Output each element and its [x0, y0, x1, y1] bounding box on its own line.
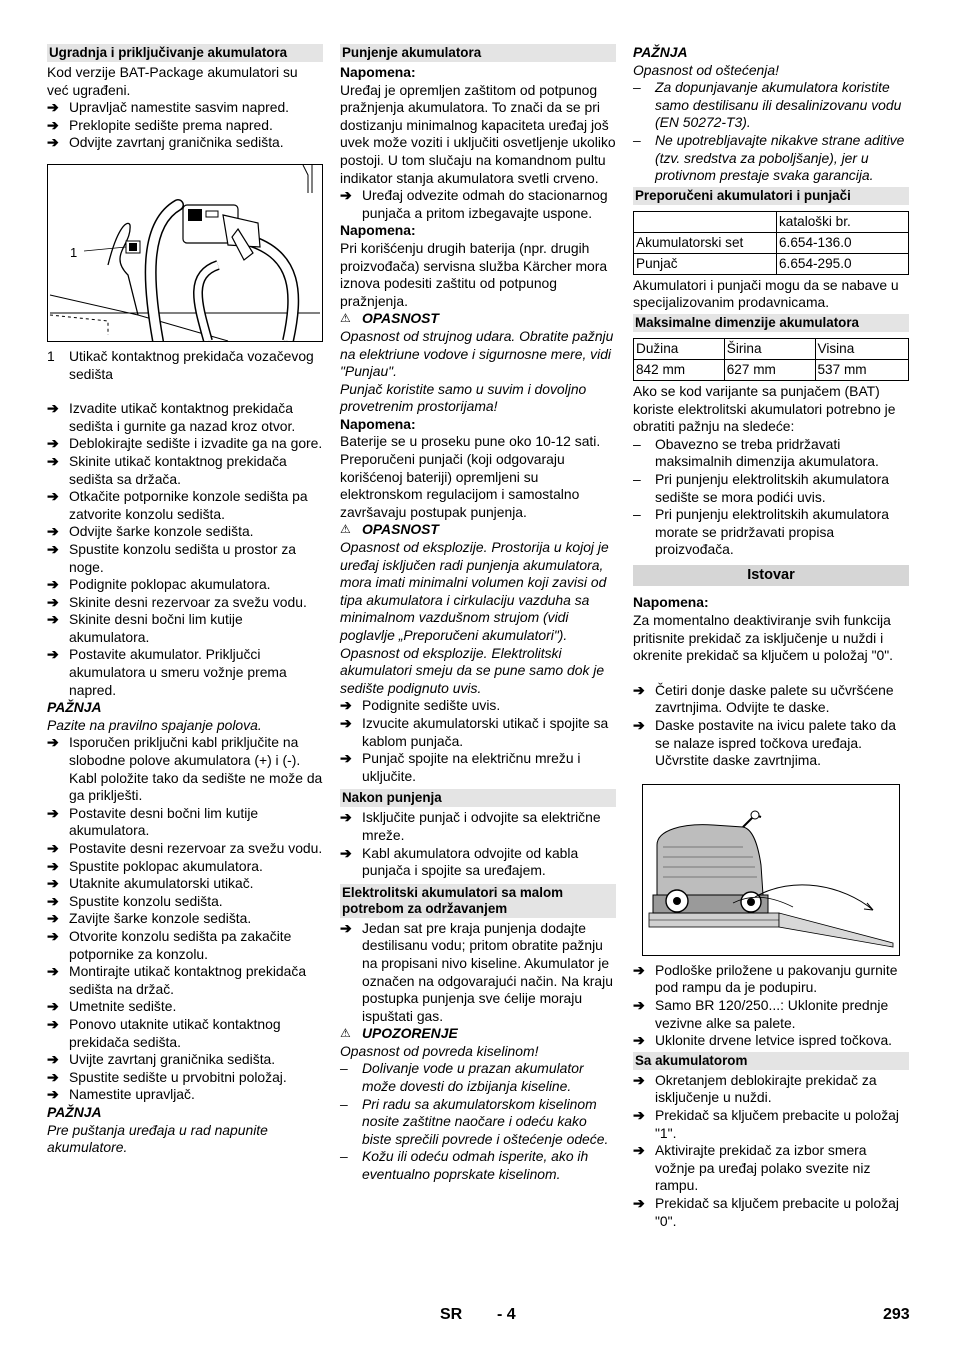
danger-header — [340, 310, 616, 328]
arrow-icon: ➔ — [633, 997, 645, 1013]
table-row — [634, 232, 909, 253]
seat-switch-figure — [47, 164, 323, 342]
arrow-icon: ➔ — [47, 998, 59, 1015]
caution-text: Pazite na pravilno spajanje polova. — [47, 716, 262, 733]
caution-title: PAŽNJA — [47, 699, 102, 716]
step-text: Uklonite drvene letvice ispred točkova. — [655, 1032, 893, 1049]
step-item — [340, 715, 616, 750]
step-item — [47, 611, 323, 646]
column-3 — [633, 44, 909, 1230]
section-heading-after-charging: Nakon punjenja — [340, 789, 616, 807]
note-label: Napomena: — [340, 64, 416, 80]
arrow-icon: ➔ — [47, 116, 59, 133]
step-list — [340, 809, 616, 879]
paragraph: Ako se kod varijante sa punjačem (BAT) koriste elektrolitski akumulatori potrebno je obratiti pažnju na sledeće: — [633, 382, 896, 435]
arrow-icon: ➔ — [47, 99, 59, 116]
step-item — [633, 1032, 909, 1050]
step-item — [47, 435, 323, 453]
dash-item — [633, 471, 909, 506]
step-text: Postavite desni bočni lim kutije akumulatora. — [69, 804, 259, 839]
caution-text: Pre puštanja uređaja u rad napunite akumulatore. — [47, 1121, 268, 1156]
step-item — [340, 845, 616, 880]
step-item — [633, 1107, 909, 1142]
dash-text: Kožu ili odeću odmah isperite, ako ih eventualno poprskate kiselinom. — [362, 1148, 589, 1183]
spacer — [633, 665, 909, 682]
step-text: Podloške priložene u pakovanju gurnite pod rampu da je podupiru. — [655, 961, 898, 996]
arrow-icon: ➔ — [633, 681, 645, 698]
arrow-icon: ➔ — [340, 714, 352, 731]
section-heading-charging: Punjenje akumulatora — [340, 44, 616, 62]
arrow-icon: ➔ — [47, 927, 59, 944]
dash-text: Pri punjenju elektrolitskih akumulatora sedište se mora podići uvis. — [655, 470, 889, 505]
arrow-icon: ➔ — [340, 697, 352, 714]
recommended-table — [633, 211, 909, 275]
table-cell: 6.654-295.0 — [777, 253, 909, 274]
arrow-icon: ➔ — [47, 963, 59, 980]
step-text: Skinite desni rezervoar za svežu vodu. — [69, 593, 307, 610]
table-cell: Akumulatorski set — [634, 232, 777, 253]
dash-list — [633, 436, 909, 559]
note-text: Za momentalno deaktiviranje svih funkcija pritisnite prekidač za isključenje u nuždi i okrenite prekidač sa ključem u položaj "0". — [633, 612, 894, 664]
arrow-icon: ➔ — [47, 1068, 59, 1085]
dash-marker: – — [633, 435, 641, 452]
machine-ramp-illustration — [643, 785, 899, 955]
table-cell: 842 mm — [634, 359, 725, 380]
dash-item — [633, 132, 909, 185]
dash-item — [633, 506, 909, 559]
caution-title: PAŽNJA — [633, 44, 688, 60]
danger-text: Opasnost od eksplozije. Prostorija u kojoj je uređaj isključen radi punjenja akumulatora, mora imati minimalni volumen koji zavisi od tipa akumulatora i cirkulaciju vazduha sa minimalnom vazdušnom strujom (vidi poglavlje „Preporučeni akumulatori"). Opasnost od eksplozije. Elektrolitski akumulatori smeju da se pune samo dok je sedište podignuto uvis. — [340, 539, 609, 696]
arrow-icon: ➔ — [633, 1071, 645, 1088]
dash-text: Ne upotrebljavajte nikakve strane aditive (tzv. sredstva za poboljšanje), jer u protivnom prestaje svaka garancija. — [655, 131, 905, 184]
seat-switch-illustration — [48, 165, 322, 341]
step-text: Utaknite akumulatorski utikač. — [69, 875, 254, 892]
step-item — [47, 453, 323, 488]
step-text: Uvijte zavrtanj graničnika sedišta. — [69, 1051, 276, 1068]
note-label: Napomena: — [340, 415, 416, 432]
legend-text: Utikač kontaktnog prekidača vozačevog sedišta — [69, 347, 314, 382]
section-heading-max-dimensions: Maksimalne dimenzije akumulatora — [633, 314, 909, 332]
arrow-icon: ➔ — [47, 1086, 59, 1103]
note-text: Pri korišćenju drugih baterija (npr. drugih proizvođača) servisna služba Kärcher mora iznova podesiti zaštitu od potpunog pražnjenja. — [340, 239, 608, 309]
caution-list — [633, 79, 909, 185]
ramp-figure — [642, 784, 900, 956]
step-item — [47, 1069, 323, 1087]
arrow-icon: ➔ — [47, 875, 59, 892]
dash-text: Pri radu sa akumulatorskom kiselinom nosite zaštitne naočare i odeću kako biste sprečili povrede i oštećenje odeće. — [362, 1095, 609, 1147]
warning-triangle-icon: ⚠ — [340, 1026, 351, 1041]
step-text: Namestite upravljač. — [69, 1086, 195, 1103]
column-1 — [47, 44, 323, 1157]
note-label: Napomena: — [340, 222, 416, 239]
step-item — [633, 997, 909, 1032]
step-item — [633, 682, 909, 717]
step-item — [633, 717, 909, 770]
step-text: Samo BR 120/250...: Uklonite prednje vezivne alke sa palete. — [655, 997, 889, 1031]
step-text: Skinite desni bočni lim kutije akumulatora. — [69, 611, 243, 645]
arrow-icon: ➔ — [340, 919, 352, 936]
step-item — [633, 962, 909, 997]
arrow-icon: ➔ — [47, 804, 59, 821]
arrow-icon: ➔ — [47, 734, 59, 751]
step-text: Odvijte zavrtanj graničnika sedišta. — [69, 134, 284, 151]
arrow-icon: ➔ — [47, 857, 59, 874]
step-item — [47, 963, 323, 998]
step-text: Deblokirajte sedište i izvadite ga na gore. — [69, 435, 323, 452]
step-item — [47, 523, 323, 541]
step-text: Daske postavite na ivicu palete tako da se nalaze ispred točkova uređaja. Učvrstite daske zavrtnjima. — [655, 717, 896, 769]
dash-text: Pri punjenju elektrolitskih akumulatora morate se pridržavati propisa proizvođača. — [655, 506, 889, 558]
footer-local-page: - 4 — [497, 1306, 516, 1323]
step-text: Isporučen priključni kabl priključite na slobodne polove akumulatora (+) i (-). Kabl položite tako da sedište ne može da ga priklješti. — [69, 734, 323, 804]
step-text: Skinite utikač kontaktnog prekidača sedišta sa držača. — [69, 452, 287, 487]
section-heading-recommended: Preporučeni akumulatori i punjači — [633, 187, 909, 205]
step-list — [633, 962, 909, 1050]
step-text: Spustite sedište u prvobitni položaj. — [69, 1068, 287, 1085]
step-item — [47, 1086, 323, 1104]
step-text: Ponovo utaknite utikač kontaktnog prekidača sedišta. — [69, 1015, 281, 1050]
dash-text: Obavezno se treba pridržavati maksimalnih dimenzija akumulatora. — [655, 435, 879, 470]
arrow-icon: ➔ — [47, 1015, 59, 1032]
step-item — [47, 117, 323, 135]
table-header-cell: Širina — [724, 338, 815, 359]
step-list — [47, 734, 323, 1103]
dash-marker: – — [340, 1095, 348, 1112]
step-text: Izvucite akumulatorski utikač i spojite sa kablom punjača. — [362, 714, 609, 749]
danger-header — [340, 521, 616, 539]
step-text: Podignite sedište uvis. — [362, 697, 501, 714]
table-header-cell — [634, 211, 777, 232]
step-text: Četiri donje daske palete su učvršćene zavrtnjima. Odvijte te daske. — [655, 681, 894, 716]
dash-item — [633, 79, 909, 132]
arrow-icon: ➔ — [47, 1051, 59, 1068]
caution-title: PAŽNJA — [47, 1103, 102, 1120]
step-text: Spustite poklopac akumulatora. — [69, 857, 263, 874]
warning-triangle-icon: ⚠ — [340, 311, 351, 326]
step-list — [633, 682, 909, 770]
legend-number: 1 — [47, 347, 55, 364]
column-2 — [340, 44, 616, 1184]
step-text: Prekidač sa ključem prebacite u položaj "0". — [655, 1194, 899, 1229]
dash-item — [340, 1096, 616, 1149]
warning-text: Opasnost od povreda kiselinom! — [340, 1042, 539, 1059]
figure-callout: 1 — [70, 244, 78, 260]
step-text: Postavite akumulator. Priključci akumulatora u smeru vožnje prema napred. — [69, 646, 287, 698]
step-item — [47, 734, 323, 804]
step-text: Prekidač sa ključem prebacite u položaj "1". — [655, 1106, 899, 1141]
caution-text: Opasnost od oštećenja! — [633, 61, 779, 78]
step-item — [47, 134, 323, 152]
arrow-icon: ➔ — [633, 1032, 645, 1049]
dash-item — [340, 1148, 616, 1183]
danger-title: OPASNOST — [362, 310, 439, 327]
step-text: Isključite punjač i odvojite sa električne mreže. — [362, 809, 601, 843]
step-text: Okretanjem deblokirajte prekidač za isključenje u nuždi. — [655, 1071, 877, 1106]
table-cell: 627 mm — [724, 359, 815, 380]
dash-marker: – — [633, 79, 641, 96]
table-header-row — [634, 211, 909, 232]
table-cell: 6.654-136.0 — [777, 232, 909, 253]
step-item — [47, 910, 323, 928]
table-row — [634, 253, 909, 274]
arrow-icon: ➔ — [340, 187, 352, 204]
table-header-cell: Dužina — [634, 338, 725, 359]
step-list — [340, 920, 616, 1026]
table-row — [634, 359, 909, 380]
dash-marker: – — [633, 131, 641, 148]
table-note: Akumulatori i punjači mogu da se nabave u specijalizovanim prodavnicama. — [633, 276, 899, 311]
dimensions-table — [633, 338, 909, 381]
arrow-icon: ➔ — [47, 134, 59, 151]
step-item — [47, 1016, 323, 1051]
step-text: Jedan sat pre kraja punjenja dodajte destilisanu vodu; pritom obratite pažnju na propisani nivo kiseline. Akumulator je označen na odgovarajući način. Na kraju postupka punjenja sve ćelije moraju ispuštati gas. — [362, 919, 613, 1024]
arrow-icon: ➔ — [633, 961, 645, 978]
step-text: Uređaj odvezite odmah do stacionarnog punjača a pritom izbegavajte uspone. — [362, 187, 608, 221]
table-cell: Punjač — [634, 253, 777, 274]
step-text: Postavite desni rezervoar za svežu vodu. — [69, 840, 323, 856]
arrow-icon: ➔ — [340, 750, 352, 767]
step-item — [47, 998, 323, 1016]
step-item — [47, 928, 323, 963]
step-text: Aktivirajte prekidač za izbor smera vožnje pa uređaj polako svezite niz rampu. — [655, 1142, 871, 1194]
arrow-icon: ➔ — [633, 1194, 645, 1211]
step-item — [340, 809, 616, 844]
footer-page-number: 293 — [883, 1306, 910, 1323]
step-item — [340, 920, 616, 1026]
step-item — [340, 187, 616, 222]
step-text: Upravljač namestite sasvim napred. — [69, 99, 290, 116]
step-item — [633, 1072, 909, 1107]
arrow-icon: ➔ — [47, 892, 59, 909]
arrow-icon: ➔ — [633, 1106, 645, 1123]
step-list — [47, 99, 323, 152]
step-item — [47, 594, 323, 612]
step-text: Punjač spojite na električnu mrežu i uključite. — [362, 750, 581, 784]
arrow-icon: ➔ — [47, 576, 59, 593]
arrow-icon: ➔ — [340, 844, 352, 861]
spacer — [47, 383, 323, 400]
intro-text: Kod verzije BAT-Package akumulatori su već ugrađeni. — [47, 64, 298, 98]
arrow-icon: ➔ — [340, 809, 352, 826]
step-item — [633, 1142, 909, 1195]
step-item — [47, 576, 323, 594]
step-item — [633, 1195, 909, 1230]
step-item — [47, 858, 323, 876]
step-text: Zavijte šarke konzole sedišta. — [69, 910, 252, 927]
arrow-icon: ➔ — [47, 488, 59, 505]
step-text: Preklopite sedište prema napred. — [69, 116, 273, 133]
arrow-icon: ➔ — [47, 840, 59, 856]
step-item — [47, 400, 323, 435]
dash-marker: – — [340, 1148, 348, 1165]
step-item — [47, 1051, 323, 1069]
step-item — [47, 99, 323, 117]
step-item — [340, 750, 616, 785]
step-text: Otkačite potpornike konzole sedišta pa zatvorite konzolu sedišta. — [69, 488, 308, 522]
section-heading-battery-install: Ugradnja i priključivanje akumulatora — [47, 44, 323, 62]
step-text: Kabl akumulatora odvojite od kabla punjača i spojite sa uređajem. — [362, 844, 579, 879]
figure-legend — [47, 348, 323, 383]
arrow-icon: ➔ — [47, 435, 59, 452]
warning-header — [340, 1025, 616, 1043]
note-text: Baterije se u proseku pune oko 10-12 sati. Preporučeni punjači (koji odgovaraju korišćenoj bateriji) opremljeni su elektronskom regulacijom i samostalno završavaju postupak punjenja. — [340, 433, 601, 520]
arrow-icon: ➔ — [47, 523, 59, 540]
arrow-icon: ➔ — [47, 646, 59, 663]
dash-text: Dolivanje vode u prazan akumulator može dovesti do izbijanja kiseline. — [362, 1060, 584, 1095]
table-cell: 537 mm — [815, 359, 909, 380]
step-list — [340, 697, 616, 785]
step-item — [47, 646, 323, 699]
step-item — [47, 875, 323, 893]
warning-list — [340, 1060, 616, 1183]
danger-text: Opasnost od strujnog udara. Obratite pažnju na elektriune vodove i sigurnosne mere, vidi "Punjau". Punjač koristite samo u suvim i dovoljno provetrenim prostorijama! — [340, 327, 614, 415]
section-heading-with-battery: Sa akumulatorom — [633, 1052, 909, 1070]
arrow-icon: ➔ — [47, 593, 59, 610]
arrow-icon: ➔ — [47, 540, 59, 557]
step-text: Podignite poklopac akumulatora. — [69, 576, 271, 593]
table-header-cell: Visina — [815, 338, 909, 359]
table-header-row — [634, 338, 909, 359]
step-item — [47, 541, 323, 576]
step-text: Montirajte utikač kontaktnog prekidača sedišta na držač. — [69, 963, 307, 997]
dash-marker: – — [340, 1060, 348, 1077]
arrow-icon: ➔ — [633, 1142, 645, 1159]
arrow-icon: ➔ — [47, 400, 59, 417]
step-item — [47, 840, 323, 858]
warning-triangle-icon: ⚠ — [340, 522, 351, 537]
arrow-icon: ➔ — [633, 717, 645, 734]
arrow-icon: ➔ — [47, 611, 59, 628]
step-text: Umetnite sedište. — [69, 998, 177, 1015]
section-heading-unloading: Istovar — [633, 565, 909, 587]
step-list — [633, 1072, 909, 1230]
table-header-cell: kataloški br. — [777, 211, 909, 232]
dash-text: Za dopunjavanje akumulatora koristite samo destilisanu ili desalinizovanu vodu (EN 50272-T3). — [655, 79, 902, 131]
danger-title: OPASNOST — [362, 521, 439, 538]
dash-item — [633, 436, 909, 471]
note-label: Napomena: — [633, 594, 709, 611]
step-text: Spustite konzolu sedišta. — [69, 892, 223, 909]
step-item — [340, 697, 616, 715]
step-text: Odvijte šarke konzole sedišta. — [69, 523, 254, 540]
dash-item — [340, 1060, 616, 1095]
dash-marker: – — [633, 506, 641, 523]
step-item — [47, 805, 323, 840]
step-list — [47, 400, 323, 699]
dash-marker: – — [633, 470, 641, 487]
step-item — [47, 893, 323, 911]
section-heading-low-maintenance: Elektrolitski akumulatori sa malom potrebom za održavanjem — [340, 884, 616, 918]
step-item — [47, 488, 323, 523]
footer-language: SR — [440, 1306, 463, 1323]
note-text: Uređaj je opremljen zaštitom od potpunog pražnjenja akumulatora. To znači da se pri dostizanju minimalnog kapaciteta uređaj još uvek može voziti i uključiti osvetljenje ukoliko postoji. U tom slučaju na komandnom pultu indikator stanja akumulatora svetli crveno. — [340, 81, 616, 186]
step-text: Otvorite konzolu sedišta pa zakačite potpornike za konzolu. — [69, 927, 292, 962]
step-text: Izvadite utikač kontaktnog prekidača sedišta i gurnite ga nazad kroz otvor. — [69, 400, 296, 434]
warning-title: UPOZORENJE — [362, 1025, 458, 1042]
arrow-icon: ➔ — [47, 452, 59, 469]
step-text: Spustite konzolu sedišta u prostor za noge. — [69, 540, 297, 575]
arrow-icon: ➔ — [47, 910, 59, 927]
